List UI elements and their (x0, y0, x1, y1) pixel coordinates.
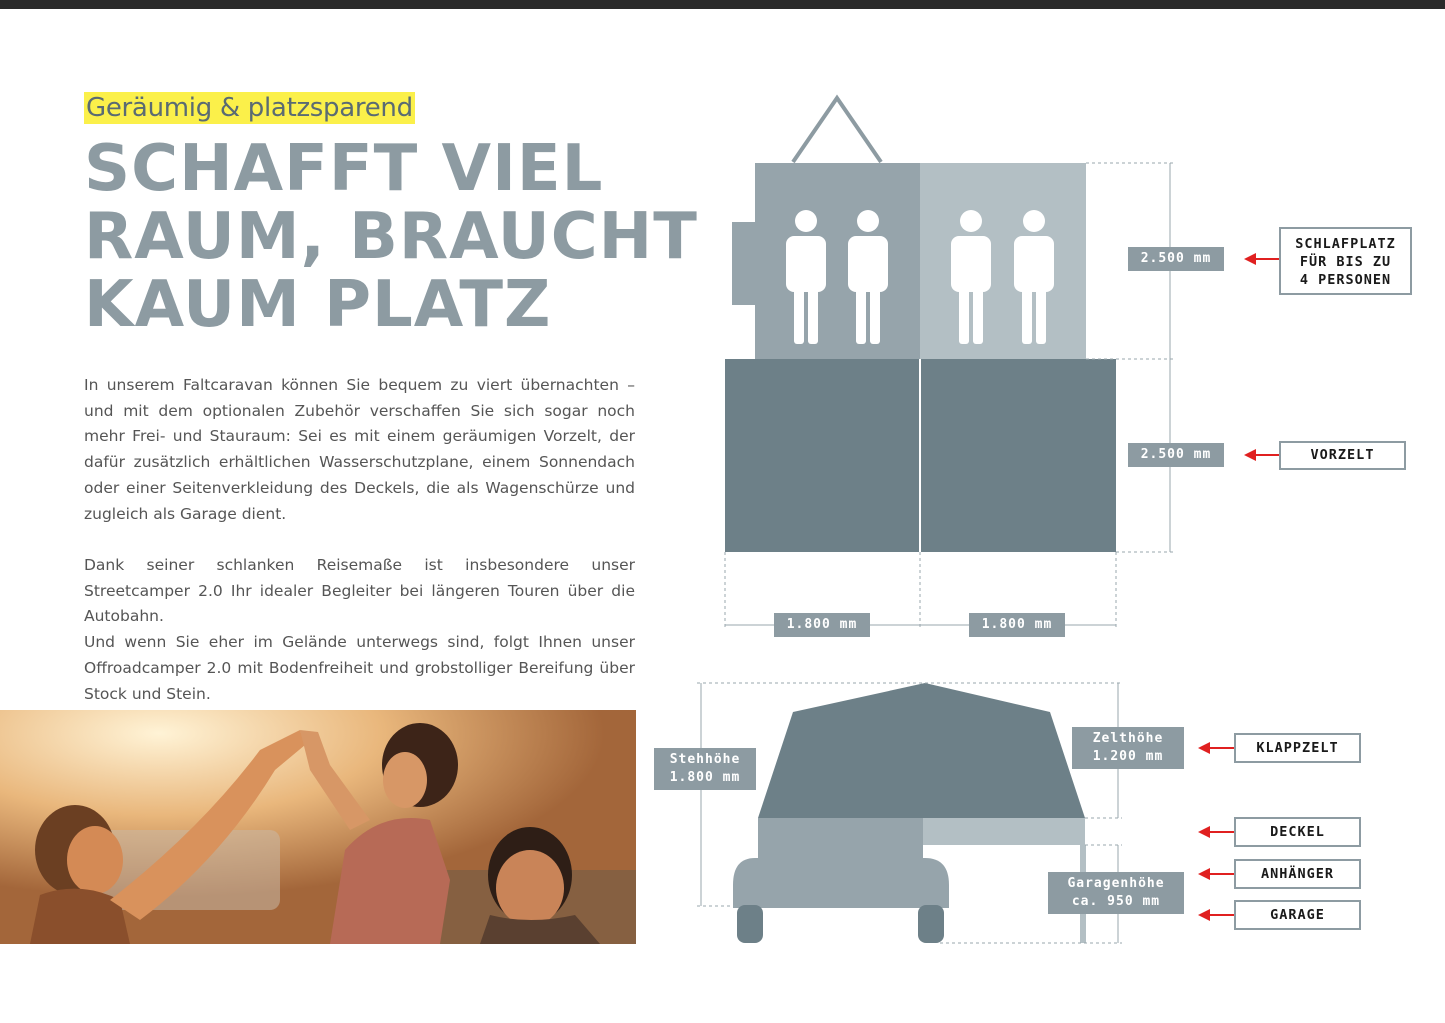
fender-right (923, 858, 949, 908)
label-sleep-line-1: SCHLAFPLATZ (1295, 236, 1396, 252)
body-paragraph-2-text: Dank seiner schlanken Reisemaße ist insbesondere unser Streetcamper 2.0 Ihr idealer Begleiter bei längeren Touren über die Autobahn. (84, 556, 635, 626)
dim-label-sleep-length: 2.500 mm (1128, 247, 1224, 271)
fender-left (733, 858, 758, 908)
headline-line-2: RAUM, BRAUCHT (84, 200, 698, 274)
top-view-diagram (725, 98, 1280, 630)
arrow-icon (1244, 253, 1280, 265)
dim-label-garage-height (1048, 872, 1184, 914)
garage-height-label: Garagenhöhe (1067, 876, 1165, 891)
tent-height-label: Zelthöhe (1092, 731, 1164, 746)
wheel-right (918, 905, 944, 943)
arrow-icon (1198, 868, 1235, 880)
label-sleep-line-3: 4 PERSONEN (1299, 272, 1392, 288)
standing-height-label: Stehhöhe (669, 752, 741, 767)
dim-label-awning-length: 2.500 mm (1128, 443, 1224, 467)
label-box-awning: VORZELT (1279, 441, 1406, 470)
label-box-trailer: ANHÄNGER (1234, 859, 1361, 889)
label-box-sleeping-area (1279, 227, 1412, 295)
arrow-icon (1198, 909, 1235, 921)
garage-height-value: ca. 950 mm (1071, 894, 1161, 909)
headline-line-3: KAUM PLATZ (84, 268, 552, 342)
arrow-icon (1198, 742, 1235, 754)
tent-height-value: 1.200 mm (1092, 749, 1164, 764)
dim-label-width-left: 1.800 mm (774, 613, 870, 637)
awning-right (920, 359, 1116, 552)
wheel-left (737, 905, 763, 943)
side-box (732, 222, 755, 305)
dim-label-width-right: 1.800 mm (969, 613, 1065, 637)
arrow-icon (1244, 449, 1280, 461)
body-paragraph-3-text: Und wenn Sie eher im Gelände unterwegs sind, folgt Ihnen unser Offroadcamper 2.0 mit Bodenfreiheit und grobstolliger Bereifung über Stock und Stein. (84, 633, 635, 703)
tagline: Geräumig & platzsparend (86, 93, 413, 123)
lid-shape (923, 818, 1085, 845)
body-paragraph-1: In unserem Faltcaravan können Sie bequem zu viert übernachten – und mit dem optionalen Zubehör verschaffen Sie sich sogar noch mehr Frei- und Stauraum: Sei es mit einem geräumigen Vorzelt, der dafür zusätzlich erhältlichen Wasserschutzplane, einem Sonnendach oder einer Seitenverkleidung des Deckels, die als Wagenschürze und zugleich als Garage dient. (84, 376, 635, 523)
sleep-area-left (755, 163, 920, 359)
tow-hitch (793, 98, 881, 162)
label-box-garage: GARAGE (1234, 900, 1361, 930)
dim-label-tent-height (1072, 727, 1184, 769)
dim-label-standing-height (654, 748, 756, 790)
label-box-lid: DECKEL (1234, 817, 1361, 847)
awning-left (725, 359, 920, 552)
sleep-area-right (920, 163, 1086, 359)
trailer-body (758, 818, 923, 908)
label-box-folding-tent: KLAPPZELT (1234, 733, 1361, 763)
folding-tent-shape (758, 683, 1085, 818)
standing-height-value: 1.800 mm (669, 770, 741, 785)
label-sleep-line-2: FÜR BIS ZU (1299, 254, 1392, 270)
headline-line-1: SCHAFFT VIEL (84, 132, 604, 206)
arrow-icon (1198, 826, 1235, 838)
